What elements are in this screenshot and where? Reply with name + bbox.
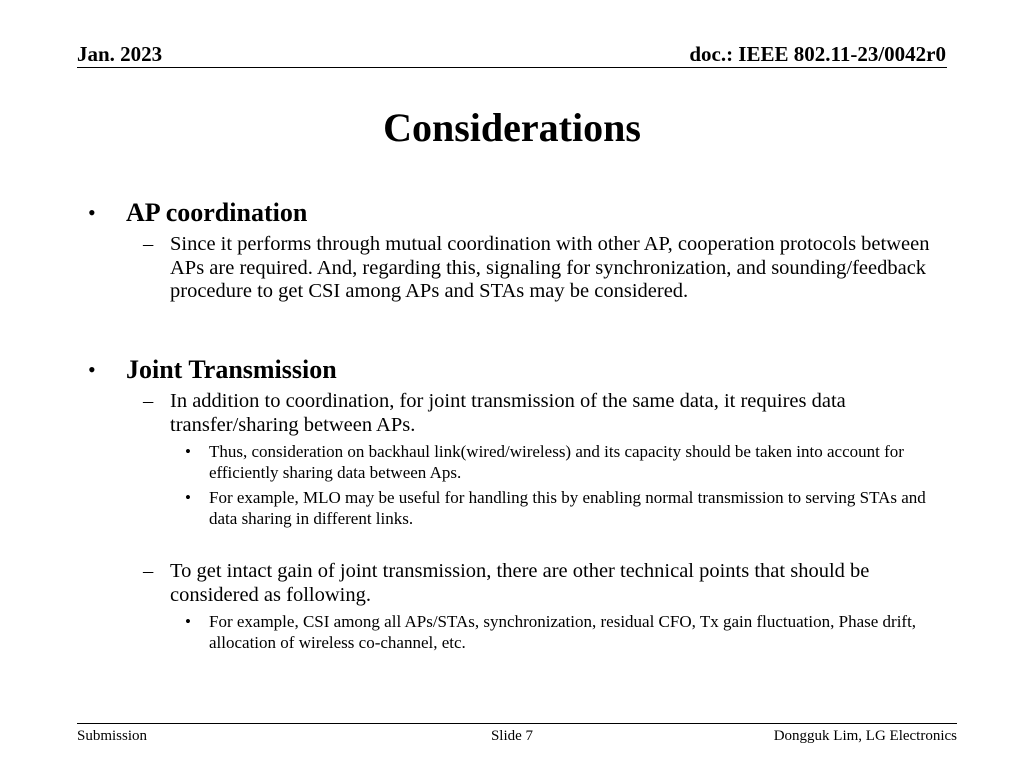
section-heading-text: Joint Transmission — [126, 355, 337, 384]
bullet-marker: • — [185, 612, 191, 631]
list-item — [143, 560, 940, 607]
footer-author: Dongguk Lim, LG Electronics — [773, 728, 957, 744]
sub-list-item-text: For example, MLO may be useful for handling this by enabling normal transmission to serving STAs and data sharing in different links. — [209, 488, 926, 528]
sub-list-item-text: For example, CSI among all APs/STAs, synchronization, residual CFO, Tx gain fluctuation, Phase drift, allocation of wireless co-channel, etc. — [209, 612, 917, 652]
sub-list-item-text: Thus, consideration on backhaul link(wired/wireless) and its capacity should be taken into account for efficiently sharing data between Aps. — [209, 442, 904, 482]
dash-marker: – — [143, 233, 154, 255]
footer-divider — [77, 723, 957, 724]
dash-marker: – — [143, 560, 154, 582]
bullet-marker: • — [88, 200, 96, 225]
list-item-text: In addition to coordination, for joint transmission of the same data, it requires data transfer/sharing between APs. — [170, 390, 846, 436]
list-item — [143, 233, 940, 304]
sub-list-item — [185, 441, 944, 483]
sub-list-item — [185, 487, 944, 529]
dash-marker: – — [143, 390, 154, 412]
footer-submission: Submission — [77, 728, 148, 744]
sub-list-item — [185, 611, 944, 653]
list-item-text: To get intact gain of joint transmission, there are other technical points that should be considered as following. — [170, 560, 870, 606]
bullet-marker: • — [88, 357, 96, 382]
section-heading-joint-transmission — [88, 355, 337, 385]
list-item — [143, 390, 940, 437]
section-heading-ap-coordination — [88, 198, 308, 228]
bullet-marker: • — [185, 442, 191, 461]
footer-slide-number: Slide 7 — [490, 728, 534, 744]
list-item-text: Since it performs through mutual coordination with other AP, cooperation protocols between APs are required. And, regarding this, signaling for synchronization, and sounding/feedback procedure to get CSI among APs and STAs may be considered. — [170, 233, 930, 302]
section-heading-text: AP coordination — [126, 198, 308, 227]
header-doc-id: doc.: IEEE 802.11-23/0042r0 — [689, 42, 946, 66]
bullet-marker: • — [185, 488, 191, 507]
header-date: Jan. 2023 — [77, 42, 163, 66]
slide-title: Considerations — [383, 105, 641, 150]
